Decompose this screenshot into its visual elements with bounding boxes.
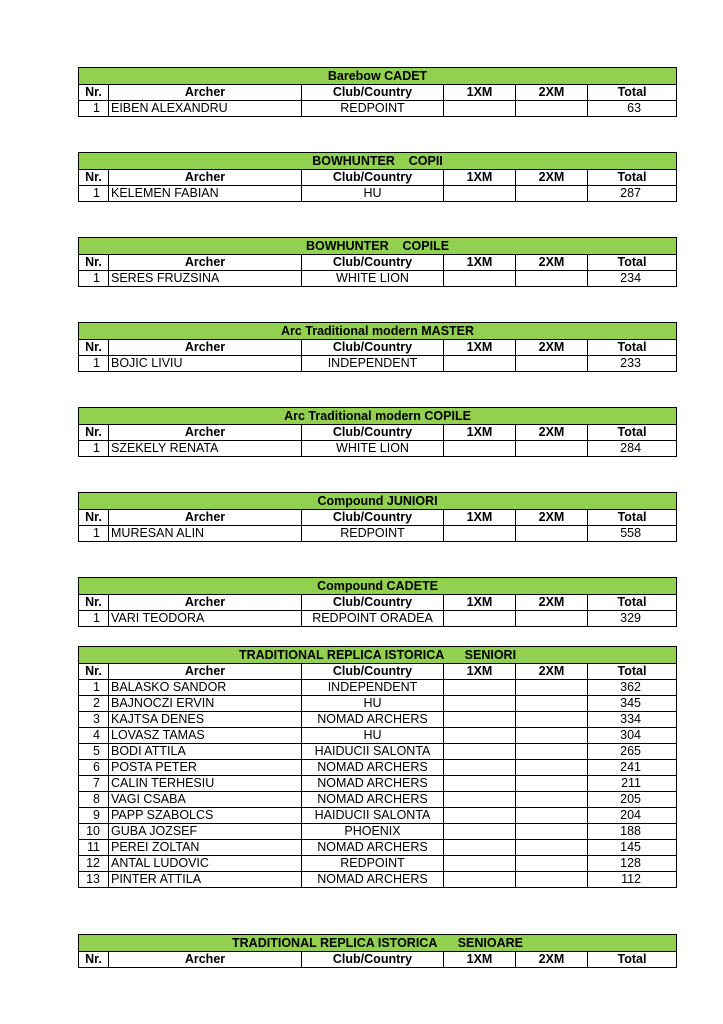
- cell-x2: [516, 776, 588, 792]
- results-table: [78, 237, 677, 287]
- cell-archer: GUBA JOZSEF: [109, 824, 302, 840]
- column-header-club: Club/Country: [302, 255, 444, 271]
- column-header-nr: Nr.: [79, 664, 109, 680]
- column-header-nr: Nr.: [79, 425, 109, 441]
- cell-x2: [516, 744, 588, 760]
- table-row: [79, 744, 677, 760]
- table-row: [79, 441, 677, 457]
- cell-x2: [516, 840, 588, 856]
- cell-x2: [516, 271, 588, 287]
- column-header-x1: 1XM: [444, 595, 516, 611]
- table-row: [79, 728, 677, 744]
- cell-x2: [516, 186, 588, 202]
- cell-club: REDPOINT: [302, 101, 444, 117]
- cell-club: REDPOINT: [302, 526, 444, 542]
- column-header-nr: Nr.: [79, 510, 109, 526]
- column-header-nr: Nr.: [79, 255, 109, 271]
- column-header-nr: Nr.: [79, 85, 109, 101]
- column-header-x2: 2XM: [516, 510, 588, 526]
- cell-total: 334: [588, 712, 677, 728]
- category-title: TRADITIONAL REPLICA ISTORICA SENIOARE: [79, 935, 677, 952]
- column-header-club: Club/Country: [302, 952, 444, 968]
- cell-x1: [444, 186, 516, 202]
- cell-x1: [444, 101, 516, 117]
- column-header-x1: 1XM: [444, 952, 516, 968]
- cell-total: 63: [588, 101, 677, 117]
- column-header-archer: Archer: [109, 952, 302, 968]
- column-header-total: Total: [588, 255, 677, 271]
- cell-club: PHOENIX: [302, 824, 444, 840]
- column-header-total: Total: [588, 510, 677, 526]
- table-row: [79, 840, 677, 856]
- cell-nr: 1: [79, 271, 109, 287]
- cell-club: HAIDUCII SALONTA: [302, 744, 444, 760]
- column-header-total: Total: [588, 664, 677, 680]
- column-header-total: Total: [588, 85, 677, 101]
- cell-x1: [444, 744, 516, 760]
- cell-club: INDEPENDENT: [302, 356, 444, 372]
- column-header-x1: 1XM: [444, 340, 516, 356]
- cell-total: 128: [588, 856, 677, 872]
- column-header-total: Total: [588, 340, 677, 356]
- cell-x2: [516, 792, 588, 808]
- cell-club: WHITE LION: [302, 441, 444, 457]
- category-title: Compound CADETE: [79, 578, 677, 595]
- cell-archer: SERES FRUZSINA: [109, 271, 302, 287]
- cell-nr: 1: [79, 680, 109, 696]
- cell-x1: [444, 776, 516, 792]
- column-header-club: Club/Country: [302, 340, 444, 356]
- table-row: [79, 872, 677, 888]
- cell-archer: KELEMEN FABIAN: [109, 186, 302, 202]
- cell-club: REDPOINT: [302, 856, 444, 872]
- cell-total: 558: [588, 526, 677, 542]
- category-title: Arc Traditional modern MASTER: [79, 323, 677, 340]
- column-header-nr: Nr.: [79, 952, 109, 968]
- category-title: Compound JUNIORI: [79, 493, 677, 510]
- cell-nr: 11: [79, 840, 109, 856]
- cell-x1: [444, 872, 516, 888]
- column-header-nr: Nr.: [79, 340, 109, 356]
- column-header-archer: Archer: [109, 85, 302, 101]
- cell-club: NOMAD ARCHERS: [302, 760, 444, 776]
- table-row: [79, 101, 677, 117]
- results-table: [78, 492, 677, 542]
- cell-x1: [444, 526, 516, 542]
- cell-nr: 1: [79, 611, 109, 627]
- table-row: [79, 808, 677, 824]
- column-header-club: Club/Country: [302, 510, 444, 526]
- table-row: [79, 271, 677, 287]
- cell-x1: [444, 271, 516, 287]
- cell-nr: 10: [79, 824, 109, 840]
- cell-club: REDPOINT ORADEA: [302, 611, 444, 627]
- table-row: [79, 712, 677, 728]
- column-header-nr: Nr.: [79, 595, 109, 611]
- results-table: [78, 152, 677, 202]
- column-header-total: Total: [588, 952, 677, 968]
- column-header-club: Club/Country: [302, 85, 444, 101]
- column-header-row: [79, 595, 677, 611]
- cell-x1: [444, 840, 516, 856]
- cell-nr: 2: [79, 696, 109, 712]
- column-header-row: [79, 952, 677, 968]
- cell-club: NOMAD ARCHERS: [302, 776, 444, 792]
- column-header-x1: 1XM: [444, 170, 516, 186]
- column-header-row: [79, 170, 677, 186]
- cell-x2: [516, 696, 588, 712]
- column-header-x1: 1XM: [444, 510, 516, 526]
- column-header-archer: Archer: [109, 340, 302, 356]
- cell-x1: [444, 792, 516, 808]
- cell-x2: [516, 808, 588, 824]
- cell-total: 188: [588, 824, 677, 840]
- cell-x2: [516, 728, 588, 744]
- cell-archer: POSTA PETER: [109, 760, 302, 776]
- category-title: BOWHUNTER COPILE: [79, 238, 677, 255]
- table-row: [79, 856, 677, 872]
- column-header-archer: Archer: [109, 595, 302, 611]
- cell-total: 205: [588, 792, 677, 808]
- column-header-archer: Archer: [109, 664, 302, 680]
- cell-total: 211: [588, 776, 677, 792]
- cell-archer: PEREI ZOLTAN: [109, 840, 302, 856]
- cell-total: 265: [588, 744, 677, 760]
- column-header-archer: Archer: [109, 255, 302, 271]
- cell-x2: [516, 824, 588, 840]
- cell-x2: [516, 101, 588, 117]
- cell-x1: [444, 712, 516, 728]
- column-header-club: Club/Country: [302, 425, 444, 441]
- cell-nr: 1: [79, 356, 109, 372]
- table-row: [79, 526, 677, 542]
- table-row: [79, 760, 677, 776]
- cell-total: 362: [588, 680, 677, 696]
- column-header-x1: 1XM: [444, 255, 516, 271]
- cell-archer: BODI ATTILA: [109, 744, 302, 760]
- cell-archer: CALIN TERHESIU: [109, 776, 302, 792]
- category-title: TRADITIONAL REPLICA ISTORICA SENIORI: [79, 647, 677, 664]
- cell-archer: PINTER ATTILA: [109, 872, 302, 888]
- results-table: [78, 67, 677, 117]
- cell-x1: [444, 856, 516, 872]
- cell-x2: [516, 760, 588, 776]
- table-row: [79, 696, 677, 712]
- cell-archer: LOVASZ TAMAS: [109, 728, 302, 744]
- cell-x1: [444, 824, 516, 840]
- cell-x1: [444, 760, 516, 776]
- column-header-x2: 2XM: [516, 85, 588, 101]
- cell-total: 287: [588, 186, 677, 202]
- cell-total: 345: [588, 696, 677, 712]
- cell-club: NOMAD ARCHERS: [302, 872, 444, 888]
- cell-x1: [444, 356, 516, 372]
- column-header-club: Club/Country: [302, 595, 444, 611]
- column-header-club: Club/Country: [302, 170, 444, 186]
- column-header-archer: Archer: [109, 425, 302, 441]
- category-title: Barebow CADET: [79, 68, 677, 85]
- table-row: [79, 776, 677, 792]
- cell-nr: 9: [79, 808, 109, 824]
- cell-club: NOMAD ARCHERS: [302, 840, 444, 856]
- cell-archer: BOJIC LIVIU: [109, 356, 302, 372]
- cell-total: 329: [588, 611, 677, 627]
- cell-archer: SZEKELY RENATA: [109, 441, 302, 457]
- column-header-total: Total: [588, 170, 677, 186]
- column-header-row: [79, 340, 677, 356]
- column-header-row: [79, 255, 677, 271]
- cell-x1: [444, 808, 516, 824]
- cell-x2: [516, 356, 588, 372]
- cell-archer: PAPP SZABOLCS: [109, 808, 302, 824]
- cell-archer: EIBEN ALEXANDRU: [109, 101, 302, 117]
- cell-club: NOMAD ARCHERS: [302, 792, 444, 808]
- table-row: [79, 356, 677, 372]
- cell-x2: [516, 680, 588, 696]
- cell-club: HU: [302, 696, 444, 712]
- cell-nr: 8: [79, 792, 109, 808]
- table-row: [79, 186, 677, 202]
- table-row: [79, 824, 677, 840]
- cell-nr: 13: [79, 872, 109, 888]
- cell-total: 234: [588, 271, 677, 287]
- cell-x2: [516, 872, 588, 888]
- results-table: [78, 934, 677, 968]
- table-row: [79, 680, 677, 696]
- cell-total: 241: [588, 760, 677, 776]
- cell-nr: 6: [79, 760, 109, 776]
- cell-total: 233: [588, 356, 677, 372]
- results-table: [78, 646, 677, 888]
- column-header-archer: Archer: [109, 510, 302, 526]
- column-header-row: [79, 425, 677, 441]
- column-header-row: [79, 510, 677, 526]
- cell-nr: 1: [79, 526, 109, 542]
- column-header-x1: 1XM: [444, 664, 516, 680]
- cell-x1: [444, 680, 516, 696]
- cell-x1: [444, 696, 516, 712]
- column-header-nr: Nr.: [79, 170, 109, 186]
- cell-club: HU: [302, 728, 444, 744]
- column-header-x2: 2XM: [516, 595, 588, 611]
- cell-total: 304: [588, 728, 677, 744]
- cell-nr: 1: [79, 186, 109, 202]
- column-header-archer: Archer: [109, 170, 302, 186]
- cell-x2: [516, 441, 588, 457]
- column-header-total: Total: [588, 595, 677, 611]
- cell-archer: ANTAL LUDOVIC: [109, 856, 302, 872]
- column-header-x2: 2XM: [516, 255, 588, 271]
- column-header-x1: 1XM: [444, 85, 516, 101]
- cell-nr: 7: [79, 776, 109, 792]
- column-header-total: Total: [588, 425, 677, 441]
- cell-archer: VAGI CSABA: [109, 792, 302, 808]
- cell-total: 204: [588, 808, 677, 824]
- cell-archer: VARI TEODORA: [109, 611, 302, 627]
- column-header-club: Club/Country: [302, 664, 444, 680]
- cell-nr: 4: [79, 728, 109, 744]
- cell-archer: BALASKO SANDOR: [109, 680, 302, 696]
- cell-x2: [516, 712, 588, 728]
- cell-club: HU: [302, 186, 444, 202]
- cell-x2: [516, 526, 588, 542]
- results-table: [78, 407, 677, 457]
- cell-club: NOMAD ARCHERS: [302, 712, 444, 728]
- cell-x1: [444, 441, 516, 457]
- cell-club: INDEPENDENT: [302, 680, 444, 696]
- column-header-x2: 2XM: [516, 170, 588, 186]
- column-header-x1: 1XM: [444, 425, 516, 441]
- column-header-x2: 2XM: [516, 664, 588, 680]
- cell-x2: [516, 856, 588, 872]
- cell-nr: 5: [79, 744, 109, 760]
- cell-nr: 1: [79, 441, 109, 457]
- cell-nr: 3: [79, 712, 109, 728]
- results-table: [78, 577, 677, 627]
- results-table: [78, 322, 677, 372]
- column-header-row: [79, 664, 677, 680]
- cell-total: 145: [588, 840, 677, 856]
- cell-nr: 1: [79, 101, 109, 117]
- cell-x1: [444, 611, 516, 627]
- cell-archer: KAJTSA DENES: [109, 712, 302, 728]
- category-title: BOWHUNTER COPII: [79, 153, 677, 170]
- column-header-x2: 2XM: [516, 952, 588, 968]
- column-header-row: [79, 85, 677, 101]
- cell-total: 284: [588, 441, 677, 457]
- cell-club: HAIDUCII SALONTA: [302, 808, 444, 824]
- cell-archer: BAJNOCZI ERVIN: [109, 696, 302, 712]
- cell-x1: [444, 728, 516, 744]
- category-title: Arc Traditional modern COPILE: [79, 408, 677, 425]
- cell-nr: 12: [79, 856, 109, 872]
- column-header-x2: 2XM: [516, 340, 588, 356]
- cell-total: 112: [588, 872, 677, 888]
- cell-x2: [516, 611, 588, 627]
- table-row: [79, 611, 677, 627]
- column-header-x2: 2XM: [516, 425, 588, 441]
- cell-archer: MURESAN ALIN: [109, 526, 302, 542]
- cell-club: WHITE LION: [302, 271, 444, 287]
- table-row: [79, 792, 677, 808]
